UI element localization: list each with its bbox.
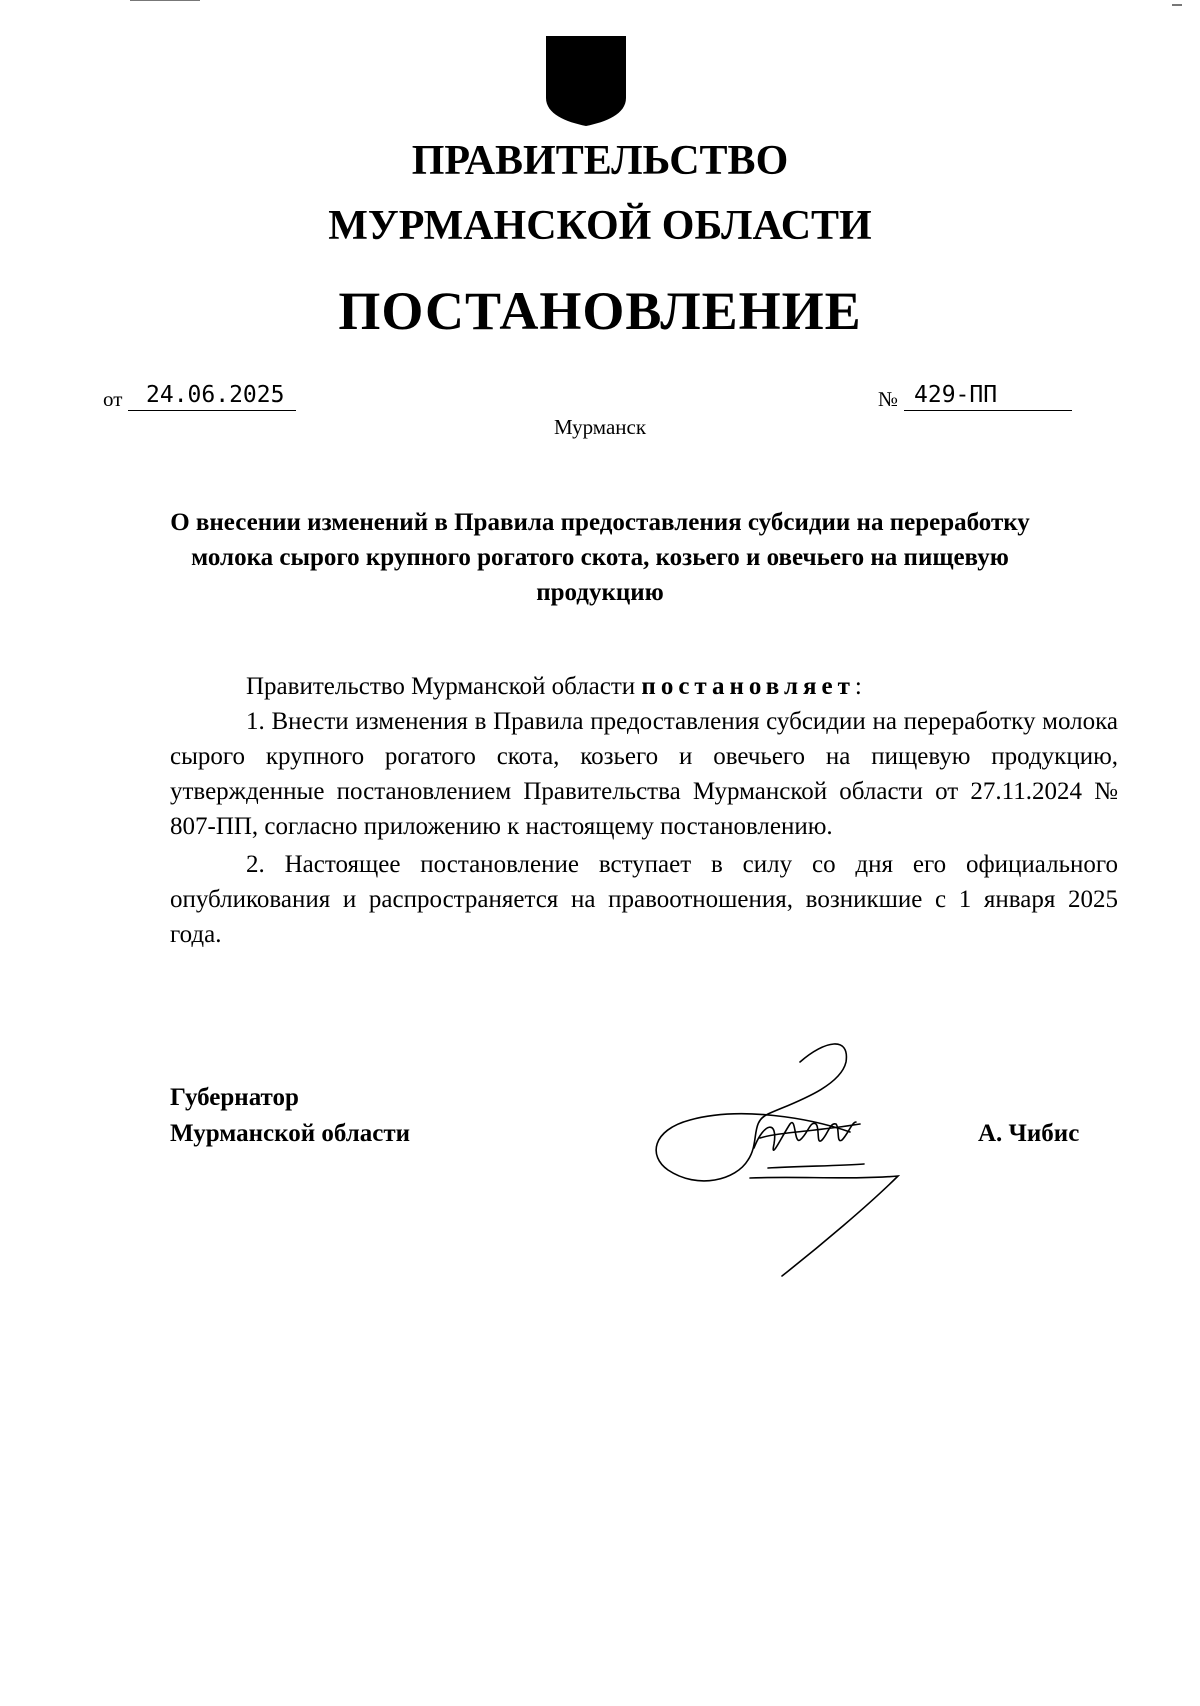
document-date: 24.06.2025 (128, 380, 296, 411)
intro-text: Правительство Мурманской области (246, 673, 642, 700)
scan-mark (1172, 4, 1182, 6)
issue-city: Мурманск (553, 415, 647, 439)
number-prefix: № (878, 387, 899, 411)
organization-name-line2: МУРМАНСКОЙ ОБЛАСТИ (328, 203, 872, 249)
document-body (170, 669, 1118, 952)
handwritten-signature (650, 1040, 940, 1280)
document-number: 429-ПП (904, 380, 1072, 411)
position-line2: Мурманской области (170, 1120, 411, 1147)
signatory-position (170, 1080, 410, 1152)
intro-colon: : (854, 673, 862, 700)
resolution-verb: постановляет (641, 673, 855, 700)
scan-mark (130, 0, 200, 1)
document-title: О внесении изменений в Правила предоставления субсидии на переработку молока сырого крупного рогатого скота, козьего и овечьего на пищевую продукцию (170, 509, 1030, 606)
organization-name-line1: ПРАВИТЕЛЬСТВО (411, 138, 789, 184)
position-line1: Губернатор (170, 1084, 299, 1111)
item-1-paragraph: 1. Внести изменения в Правила предоставления субсидии на переработку молока сырого крупного рогатого скота, козьего и овечьего на пищевую продукцию, утвержденные постановлением Правительства Мурманской области от 27.11.2024 № 807-ПП, согласно приложению к настоящему постановлению. (170, 708, 1118, 840)
intro-paragraph (170, 669, 1118, 704)
date-prefix: от (103, 387, 123, 411)
document-type: ПОСТАНОВЛЕНИЕ (338, 281, 862, 341)
coat-of-arms-emblem (544, 34, 628, 128)
signatory-name: А. Чибис (978, 1120, 1080, 1147)
item-2-paragraph: 2. Настоящее постановление вступает в силу со дня его официального опубликования и распространяется на правоотношения, возникшие с 1 января 2025 года. (170, 851, 1118, 948)
